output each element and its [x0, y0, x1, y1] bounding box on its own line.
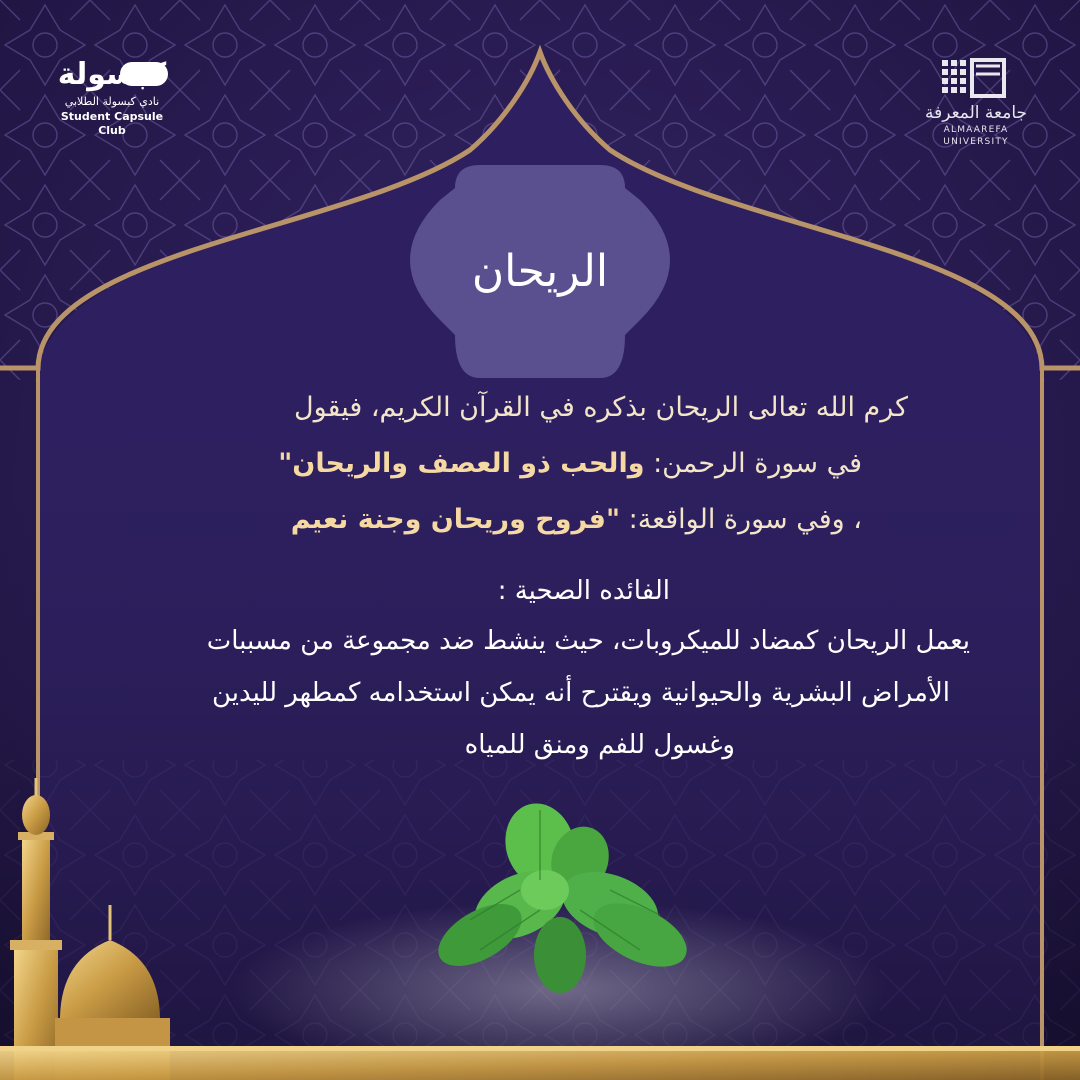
quran-quote-waqiah: "فروح وريحان وجنة نعيم: [290, 504, 621, 535]
university-logo: [912, 54, 1040, 147]
intro-line-3: [291, 504, 862, 535]
club-english-name: Student Capsule Club: [60, 110, 164, 137]
benefit-line-2: الأمراض البشرية والحيوانية ويقترح أنه يمكن استخدامه كمطهر لليدين: [211, 678, 950, 708]
page-title: الريحان: [471, 246, 609, 297]
intro-line-2: [278, 448, 862, 479]
club-arabic-name: نادي كبسولة الطلابي: [64, 95, 160, 108]
benefit-line-1: يعمل الريحان كمضاد للميكروبات، حيث ينشط ضد مجموعة من مسببات: [206, 626, 970, 656]
benefit-line-3: وغسول للفم ومنق للمياه: [464, 730, 735, 760]
intro-line-1: كرم الله تعالى الريحان بذكره في القرآن الكريم، فيقول: [293, 392, 908, 423]
club-logo: [52, 58, 172, 138]
university-english-name: ALMAAREFA UNIVERSITY: [943, 125, 1009, 147]
university-arabic-name: جامعة المعرفة: [924, 103, 1028, 123]
club-logo-mark: كبسولة: [57, 57, 167, 92]
intro-line-3-prefix: ، وفي سورة الواقعة:: [620, 504, 862, 535]
quran-quote-rahman: والحب ذو العصف والريحان": [278, 448, 645, 479]
benefit-heading: الفائده الصحية :: [497, 576, 670, 606]
intro-line-2-prefix: في سورة الرحمن:: [644, 448, 862, 479]
